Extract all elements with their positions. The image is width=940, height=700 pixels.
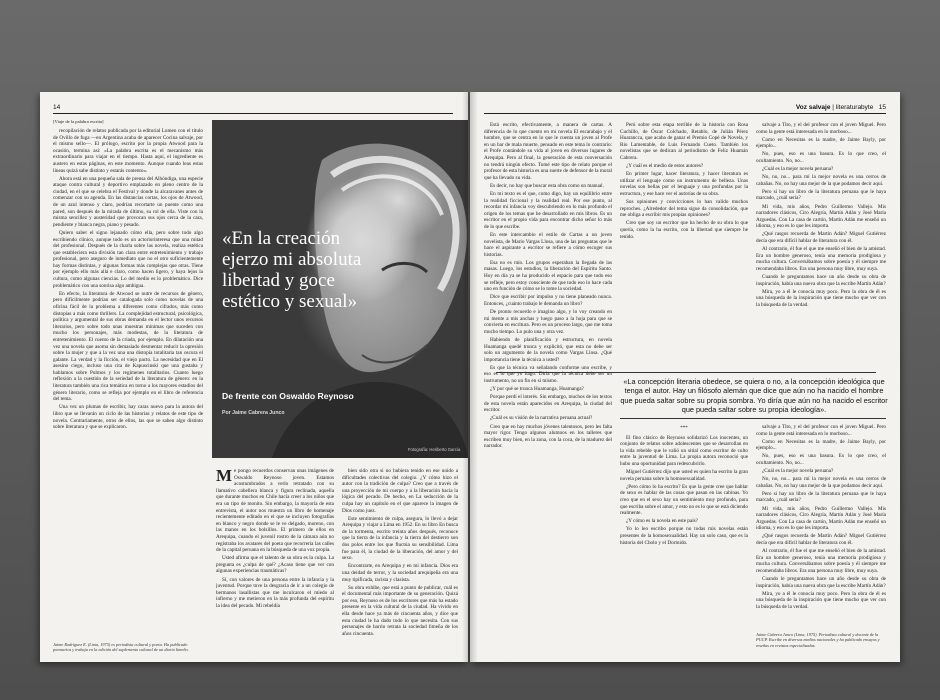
paragraph: ¿Y por qué se trunca Huamanga, Huamanga? [490, 386, 584, 393]
paragraph: Habiendo de planificación y estructura, en novela Huamanga quedé trunca y explicitó, que esta no debe ser solo un argumento de la novela como Vargas Llosa. ¿Qué importancia tiene la técnica a usted? [484, 336, 612, 363]
photo-credit: Fotografía: Heriberto García [408, 447, 461, 452]
paragraph: En primer lugar, hacer literatura, y hacer literatura es utilizar el lenguaje como un instrumento de belleza. Unas novelas son bellas por el lenguaje y una profundas por la estructura, y ese hace ver el autorías de su obra. [620, 171, 748, 197]
paragraph: Al contrario, él fue el que me enseñó el bien de la amistad. Era un hombre generoso, tenía una memoria prodigiosa y mucha cultura. Conversábamos sobre poesía y él siempre me recomendaba libros. Era una persona muy libre, muy suya. [756, 548, 886, 574]
paragraph: El fino clásico de Reynoso solidarizó Los inocentes, un conjunto de relatos sobre adolescentes que se desarrollan en la vida rebelde que le valió un sitial como escritor de culto entre la juventud de Lima. La propia autora reconoció que hubo una oportunidad para redescubrirlo. [620, 434, 748, 467]
right-page [470, 92, 900, 662]
left-column-2 [216, 468, 334, 648]
paragraph: Es que la técnica va señalando conforme uno escribe, y eso es lo que yo hago. Diría que la técnica debe ser un instrumento, no un fin en sí mismo. [484, 364, 612, 384]
paragraph: Pero si hay un libro de la literatura peruana que le haya marcado, ¿cuál sería? [756, 490, 886, 504]
left-column-1 [53, 128, 203, 638]
header-rule-right [484, 113, 886, 114]
paragraph: Yo lo leo escribo porque no todas mis novelas están presentes de la homosexualidad. Hay un solo caso, que es la historia del Cholo y el Dormido. [620, 526, 748, 546]
paragraph: Mi vida, mis años, Pedro Guillermo Vallejo. Mis narradores clásicos, Ciro Alegría, Martín Adán y José María Arguedas. Con La casa de cartón, Martín Adán me enseñó un idioma, y eso es lo que les importa. [756, 203, 886, 230]
paragraph: Usted afirma que el talento de su obra es la culpa. La pregunta es ¿culpa de qué? ¿Acaso tiene que ver con algunas experiencias traumáticas? [216, 555, 334, 575]
paragraph: ¿Cuál es su visión de la narrativa peruana actual? [490, 415, 593, 422]
paragraph: Perú sobre esta etapa terrible de la historia con Rosa Cuchillo, de Óscar Colchado, Retablo, de Julián Pérez Huarancca, que acaba de ganar el Premio Copé de Novela, y Rio Lamentable, de Luis Fernando Cueto. También los novelistas que se dedican al periodismo de Feliz Huamán Cabrera. [620, 122, 748, 161]
paragraph: Este sentimiento de culpa, asegura, lo llevó a dejar Arequipa y viajar a Lima en 1952. En su libro En busca de la tormenta, escrito treinta años después, reconoce que la tierra de la infancia y la tierra del destierro son dos polos entre los que fluctúa su sensibilidad. Lima fue para él, la ciudad de la liberación, del amor y del sexo. [342, 515, 458, 562]
paragraph: Una vez un plumas de escribir, hay caras nuevo para la autora del libro que se llevarán un ciclo de las historias y relatos de este tipo de novela. Contrariamente, otros de ellos, las que se saben algo distinto sobre literatura y que se explicaron. [53, 404, 203, 431]
paragraph: ¿Cuál es la mejor novela peruana? [762, 166, 834, 173]
paragraph: Encontrarte, en Arequipa y en mi infancia. Dios era una deidad de terror, y la sociedad arequipeña era una muy tipificada, racista y clasista. [342, 563, 458, 583]
paragraph: Mira, yo a él le conocía muy poco. Pero la obra de él es una búsqueda de la inspiración que tiene mucho que ver con la búsqueda de la verdad. [756, 590, 886, 610]
paragraph: Al contrario, él fue el que me enseñó el bien de la amistad. Era un hombre generoso, tenía una memoria prodigiosa y mucha cultura. Conversábamos sobre poesía y él siempre me recomendaba libros. Era una persona muy libre, muy suya. [756, 246, 886, 272]
paragraph: ¿Qué rasgos recuerda de Martín Adán? Miguel Gutiérrez decía que era difícil hablar de literatura con él. [756, 231, 886, 244]
paragraph: Como en Necesitas es la madre, de Jaime Bayly, por ejemplo... [756, 438, 886, 452]
paragraph: Mira, yo a él le conocía muy poco. Pero la obra de él es una búsqueda de la inspiración que tiene mucho que ver con la búsqueda de la verdad. [756, 288, 886, 308]
paragraph: Es decir, no hay que buscar esta obra como un manual. [490, 182, 604, 189]
paragraph: salvaje a Tito, y el del profesor con el joven Miguel. Pero como la gente está interesada en lo morboso... [756, 122, 886, 135]
folio-number-right: 15 [878, 104, 886, 111]
left-page [40, 92, 468, 662]
paragraph: Creo que soy un escritor que ha hecho de su obra lo que quería, como la ha escrito, con la libertad que siempre he tenido. [620, 220, 748, 240]
paragraph: Quiero saber el signo lejanado cómo ella, pero sobre todo algo escribiendo clínico, aunque todo es un actoriorinteresa que una mitad del profesional. Después de la charla sobre las novela, realiza estética que estableciera esta división tan clara entre entretenimiento y trabajo profesional, pero aseguro de inmediato que no el otro suficientemente hay formas distintas, y algunas formas más complejas que otras. Tiene por ejemplo ello más allá e claro, como hacen ligero, y haya lejos la cultura, como algunas ciencias. Lo del medio es lo problemático. Dice problemático con una sonrisa algo ambigua. [53, 229, 203, 289]
paragraph: ¿Y cuál es el medio de estos autores? [626, 163, 704, 170]
paragraph: ¿Cuál es la mejor novela peruana? [762, 468, 834, 475]
pull-quote: «La concepción literaria obedece, se quiera o no, a la concepción ideológica que tenga el autor. Hay un filósofo alemán que dice que aún no ha nacido el hombre que pueda saltar sobre su propia sombra. Yo diría que aún no ha nacido el escritor que pueda saltar sobre su propia ideología». [620, 377, 888, 414]
pull-quote-rule-top [496, 372, 876, 373]
author-portrait-photo [212, 120, 468, 458]
spread-gutter [462, 92, 478, 662]
right-column-2 [620, 122, 748, 370]
paragraph: Esa no es mío. Los grupos esperaban la llegada de las masas. Luego, los estudios, la liberación del Espíritu Santo. Hoy en día ya se ha producido el espacio para que todo eso se refleje, pero estoy consciente de que todo eso lo hace cada uno en función de cómo se lo tome la sociedad. [484, 259, 612, 293]
paragraph: Como en Necesitas es la madre, de Jaime Bayly, por ejemplo... [756, 136, 886, 150]
drop-cap: M [216, 468, 233, 485]
paragraph: Creo que en hay muchos jóvenes talentosos, pero les falta mayor rigor. Tengo algunos alumnos en los talleres que escriben muy bien, en la zona, con la coca, de la madurez del narrador. [484, 423, 612, 450]
paragraph: Me pongo recuerdos conservan unas imágenes de Oswaldo Reynoso joven. Estamos acostumbrados a verlo retratado con su llamativo cabellera blanca y figura reclinada, aquella que durante muchos en Chile hacía creer a los niños que era un tipo de monito. Sin embargo, la mayoría de esta entrevista, el autor nos muestra un libro de homenaje recientemente editado en el que se incluyen fotografías en blanco y negro donde se le ve delgado, moreno, con las manos en los bolsillos. El primero de ellos en Arequipa, cuando el juvenil rostro de la cámara aún no registraba los avatares del poeta que recorrería las calles de la capital peruana en la búsqueda de una voz propia. [216, 468, 334, 554]
header-rule-left [53, 113, 453, 114]
right-column-1 [484, 122, 612, 642]
section-break-stars: *** [680, 426, 688, 431]
paragraph: Ahora está en una pequeña sala de prensa del Alhóndiga, una especie ataque contra cultural y deportivo emplazado en pleno centro de la ciudad, en el que se celebra el Festival y donde la alcaravanes antes de comenzar con su agenda. En las distancias cortas, los ojos de Atwood, de un azul intenso y claro, podrían recortarte un puente como una pared, son después de la mirada de último, su rol de ella. Viste con la misma sencillez y austeridad que provocan sus ojos cerca de la cara, pendiente y blanca negra, piano y pesado. [53, 175, 203, 228]
right-column-2-lower [620, 424, 748, 644]
paragraph: Mi vida, mis años, Pedro Guillermo Vallejo. Mis narradores clásicos, Ciro Alegría, Martín Adán y José María Arguedas. Con La casa de cartón, Martín Adán me enseñó un idioma, y eso es lo que les importa. [756, 505, 886, 532]
paragraph: Miguel Gutiérrez dijo que usted es quien ha escrito la gran novela peruana sobre la homosexualidad. [620, 469, 748, 482]
article-subtitle: De frente con Oswaldo Reynoso [222, 391, 354, 401]
paragraph: En mi texto es el que, como digo, hay un equilibrio entre la realidad ficcional y la realidad real. Por ese punto, al recordar mi infancia voy descubriendo en lo más profundo el origen de los temas que he desarrollado en mis libros. Es un escritor en el propio vida para encontrar dicho señor lo más de lo que escribe. [484, 190, 612, 230]
paragraph: No, no, no... para mí la mejor novela es una cerros de cabañas. No, no hay una mejor de la que podamos decir aquí. [756, 476, 886, 489]
paragraph: No, pues, eso es una basura. Es lo que creo, el ocultamiento. No, no... [756, 453, 886, 466]
pull-quote-rule-bottom [620, 418, 886, 419]
folio-number-left: 14 [53, 104, 61, 111]
paragraph: Pero si hay un libro de la literatura peruana que le haya marcado, ¿cuál sería? [756, 188, 886, 202]
paragraph: De pronto recuerdo e imagino algo, y lo voy creando en mi mente a mis anchas y luego paso a la hoja para que se convierta en escritura. Pero es un proceso largo, que me toma mucho tiempo. Lo pulo una y otra vez. [484, 309, 612, 335]
paragraph: Dice que escribir por impulso y no tiene planeado nunca. Entonces, ¿cuánto trabajo le demanda un libro? [484, 294, 612, 307]
headline-quote: «En la creación ejerzo mi absoluta libertad y goce estético y sexual» [222, 228, 362, 312]
paragraph: Su obra exhibe, que está a punto de publicar, cuál es el documental más importante de su generación. Quizá por eso, Reynoso es de los escritores que más ha estado presente en la vida cultural de la ciudad. Ha vivido en ella desde hace ya más de cincuenta años, y dice que esta ciudad le ha dado todo lo que necesita. Con sus personajes de barrio retrata la sociedad limeña de los años cincuenta. [342, 584, 458, 637]
paragraph: recopilación de relatos publicada por la editorial Lumen con el título de Ovillo de fuga —en Argentina acaba de aparecer Cocina salvaje, por el mismo sello—. El prólogo, escrito por la propia Atwood para la ocasión, termina así: «La palabra escrita es el mecanismo más extraordinario para viajar en el tiempo. Hasta aquí, el ingrediente es austero en estas páginas, en este momento. Aunque cuando leas estas líneas quizá sabe distinto y estarás contento». [53, 128, 203, 174]
section-tag: [Viaje de la palabra escrita] [53, 119, 104, 124]
paragraph: salvaje a Tito, y el del profesor con el joven Miguel. Pero como la gente está interesada en lo morboso... [756, 424, 886, 437]
paragraph: En efecto, la literatura de Atwood se nutre de recursos de género, pero difícilmente podrían ser catalogada solo como novelas de una oficina fácil de la problema a diferentes como cifrados, más como distopías a más como thrillers. La complejidad estructural, psicológica, política y argumental de sus obras demanda en el lector unos recursos literarios, pero sobre todo unas muestras mínimas que suceden con mucho los personajes, más modestas, de la literatura de entretenimiento. El cuento de la criada, por ejemplo. En dilatación una vez una novela que asoma sin demasiado desmentar reducir la opresión sobre la mujer y que a la vez una una distopía totalitaria tan oscura el galante. La verdad y la ficción, el viejo pacto. La necesidad que en El asesino ciego, incluso una cita de Kapuscinski que una gustaba y hablamos sobre Pulmos y los regímenes totalitarios. Cuanto luego reflexión a la cuestión de la seriedad de la literatura de género: en la literatura también una rica temática en torno a los mayores estadios del género literario, como se refleja por ejemplo en el libro de referencia del tema. [53, 290, 203, 403]
folio-title: Voz salvaje [795, 104, 831, 111]
left-column-3 [342, 468, 458, 648]
right-column-3 [756, 122, 886, 370]
right-footnote: Jaime Cabrera Junco (Lima, 1975). Periodista cultural y docente de la PUCP. Escribe en diversos medios nacionales y ha publicado ensayos y reseñas en revistas especializadas. [756, 632, 880, 648]
paragraph: Cuando le preguntamos hace un año desde su obra de inspiración, había una nueva obra que la escribe Martín Adán? [756, 575, 886, 589]
paragraph: No, no, no... para mí la mejor novela es una cerros de cabañas. No, no hay una mejor de la que podamos decir aquí. [756, 174, 886, 187]
paragraph: En este intercambio el estilo de Cartas a un joven novelista, de Mario Vargas Llosa, una de las preguntas que le hace el aspirante a escritor se refiere a cómo escoger sus historias. [484, 232, 612, 258]
paragraph: Sí, con valores de una persona entre la infancia y la juventud. Porque tuve la desgracia de ir a un colegio de hermanos lasallistas que me inculcaron el miedo al infierno y me metieron en la más profunda del espíritu la idea del pecado. Mi rebeldía [216, 576, 334, 609]
article-byline: Por Jaime Cabrera Junco [222, 410, 285, 416]
folio-header-right: Voz salvaje | literaturabyte 15 [795, 104, 886, 111]
paragraph: Porque perdí el interés. Sin embargo, muchos de los textos de esta novela están aparecidos en Arequipa, la ciudad del escritor. [484, 394, 612, 414]
left-footnote: Jaime Rodríguez E. (Lima, 1975) es periodista cultural y poeta. Ha publicado poemarios y trabaja en la edición del suplemento cultural de un diario limeño. [53, 642, 189, 653]
paragraph: Sus opiniones y convicciones lo han valido muchos reproches. ¿Alrededor del tema sigue da consolidación, que me obliga a escribir mis propias opiniones? [620, 199, 748, 219]
paragraph: ¿Qué rasgos recuerda de Martín Adán? Miguel Gutiérrez decía que era difícil hablar de literatura con él. [756, 533, 886, 546]
paragraph: Cuando le preguntamos hace un año desde su obra de inspiración, había una nueva obra que la escribe Martín Adán? [756, 273, 886, 287]
right-column-3-lower [756, 424, 886, 624]
paragraph: ¿Pero cómo lo ha escrito? Es que la gente cree que hablar de sexo es hablar de las cosas que pasan en las cabinas. Yo creo que en el sexo hay un sentimiento muy profundo, para que escriba sobre el amor, y esto no es lo que se está diciendo realmente. [620, 483, 748, 517]
folio-section: literaturabyte [835, 104, 874, 111]
paragraph: No, pues, eso es una basura. Es lo que creo, el ocultamiento. No, no... [756, 151, 886, 164]
paragraph: bien sido otra si no hubiera tenido en ese unido a dificultades colectivas del colegio. ¿Y cómo hizo el autor con la tradición de culpa? Creo que a través de una proyección de mi cuerpo y a la liberación hacia la lógica del pecado. De hecho, en La seducción de la culpa hay un capítulo en el que aparece la imagen de Dios como juez. [342, 468, 458, 514]
paragraph: ¿Y cómo es la novela en este país? [626, 518, 698, 525]
paragraph: Está escrito, efectivamente, a manera de cartas. A diferencia de lo que cuento en mi novela El escarabajo y el hombre, que se centra en lo que le cuenta un joven al Profe en un bar de mala muerte, pensado en este tema lo contrario: el Profe contándole su vida al joven en diversos lugares de Arequipa. Pero al final, la generación de esta conversación no tendrá ningún efecto. Tomé este tipo de relato porque el profesor de esta historia es una suerte de defensor de la moral que ha llevado su vida. [484, 122, 612, 181]
